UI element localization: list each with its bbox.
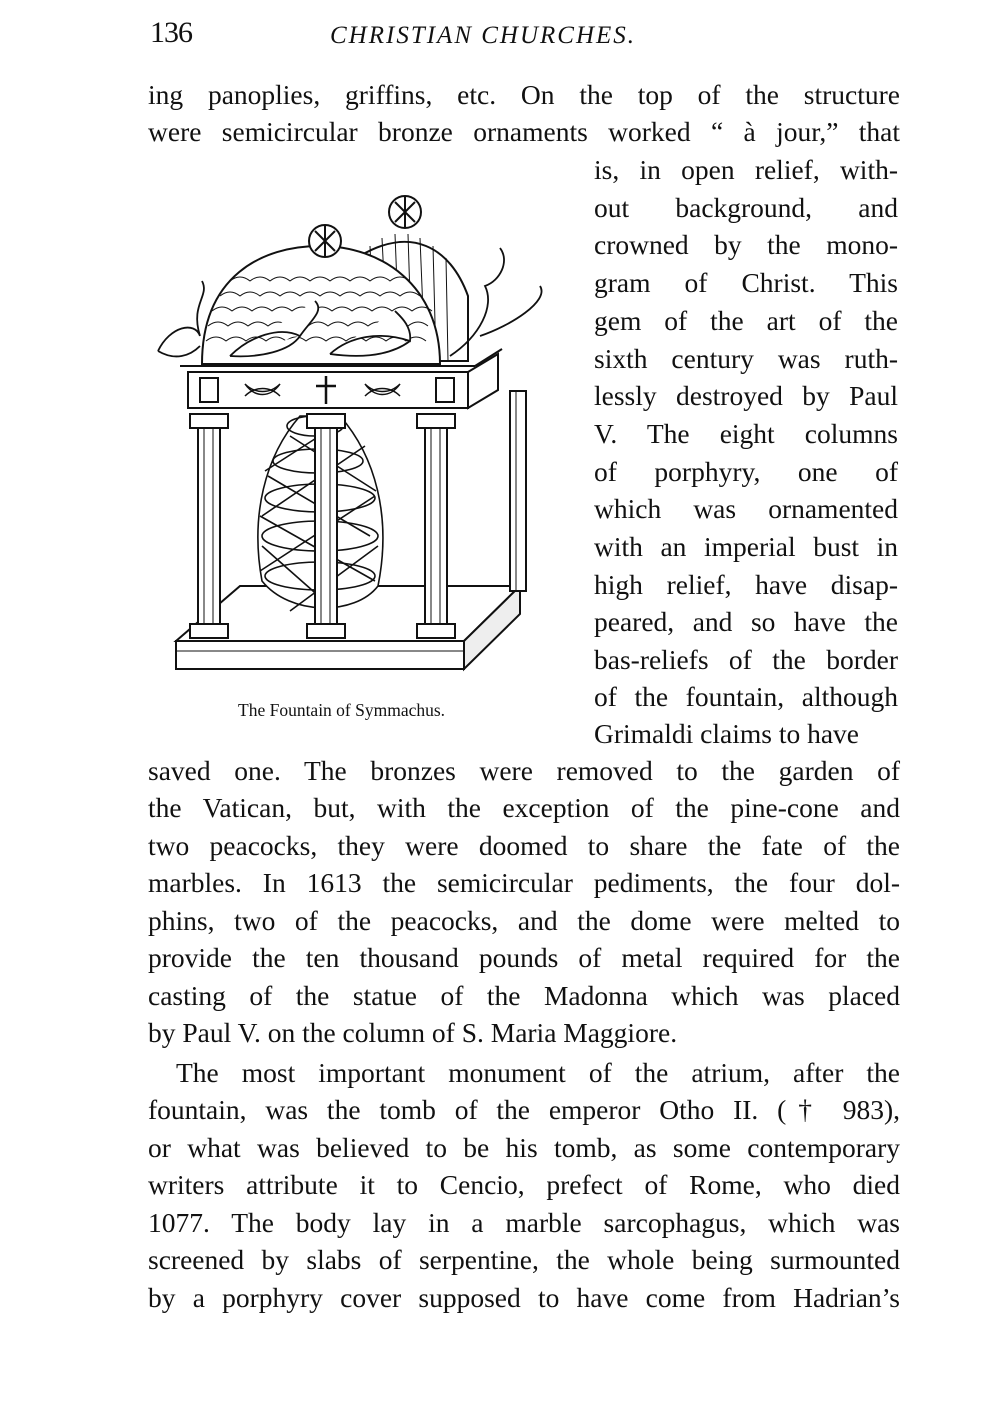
text-line: of the fountain, although [594, 681, 898, 712]
text-line: of porphyry, one of [594, 456, 898, 487]
text-line: fountain, was the tomb of the emperor Otho II. († 983), [148, 1094, 900, 1125]
text-line: is, in open relief, with- [594, 154, 898, 185]
text-line: Grimaldi claims to have [594, 718, 859, 749]
text-line: casting of the statue of the Madonna which was placed [148, 980, 900, 1011]
text-line: saved one. The bronzes were removed to the garden of [148, 755, 900, 786]
text-line: which was ornamented [594, 493, 898, 524]
text-line: gem of the art of the [594, 305, 898, 336]
text-line: V. The eight columns [594, 418, 898, 449]
text-line: by a porphyry cover supposed to have come from Hadrian’s [148, 1282, 900, 1313]
text-line: two peacocks, they were doomed to share the fate of the [148, 830, 900, 861]
text-line: sixth century was ruth- [594, 343, 898, 374]
text-line: lessly destroyed by Paul [594, 380, 898, 411]
text-line: provide the ten thousand pounds of metal required for the [148, 942, 900, 973]
text-line: The most important monument of the atrium, after the [176, 1057, 900, 1088]
text-line: marbles. In 1613 the semicircular pediments, the four dol- [148, 867, 900, 898]
text-line: the Vatican, but, with the exception of the pine-cone and [148, 792, 900, 823]
text-line: phins, two of the peacocks, and the dome were melted to [148, 905, 900, 936]
text-line: with an imperial bust in [594, 531, 898, 562]
running-head: CHRISTIAN CHURCHES. [330, 22, 637, 49]
fountain-illustration [150, 186, 570, 686]
text-line: peared, and so have the [594, 606, 898, 637]
page-number: 136 [150, 16, 192, 49]
figure-caption: The Fountain of Symmachus. [238, 700, 446, 720]
text-line: by Paul V. on the column of S. Maria Maggiore. [148, 1017, 678, 1048]
text-line: bas-reliefs of the border [594, 644, 898, 675]
text-line: out background, and [594, 192, 898, 223]
text-line: or what was believed to be his tomb, as some contemporary [148, 1132, 900, 1163]
text-line: 1077. The body lay in a marble sarcophagus, which was [148, 1207, 900, 1238]
text-line: writers attribute it to Cencio, prefect of Rome, who died [148, 1169, 900, 1200]
text-line: screened by slabs of serpentine, the whole being surmounted [148, 1244, 900, 1275]
text-line: gram of Christ. This [594, 267, 898, 298]
text-line: crowned by the mono- [594, 229, 898, 260]
text-line: high relief, have disap- [594, 569, 898, 600]
text-line: ing panoplies, griffins, etc. On the top of the structure [148, 79, 900, 110]
text-line: were semicircular bronze ornaments worked “ à jour,” that [148, 116, 900, 147]
